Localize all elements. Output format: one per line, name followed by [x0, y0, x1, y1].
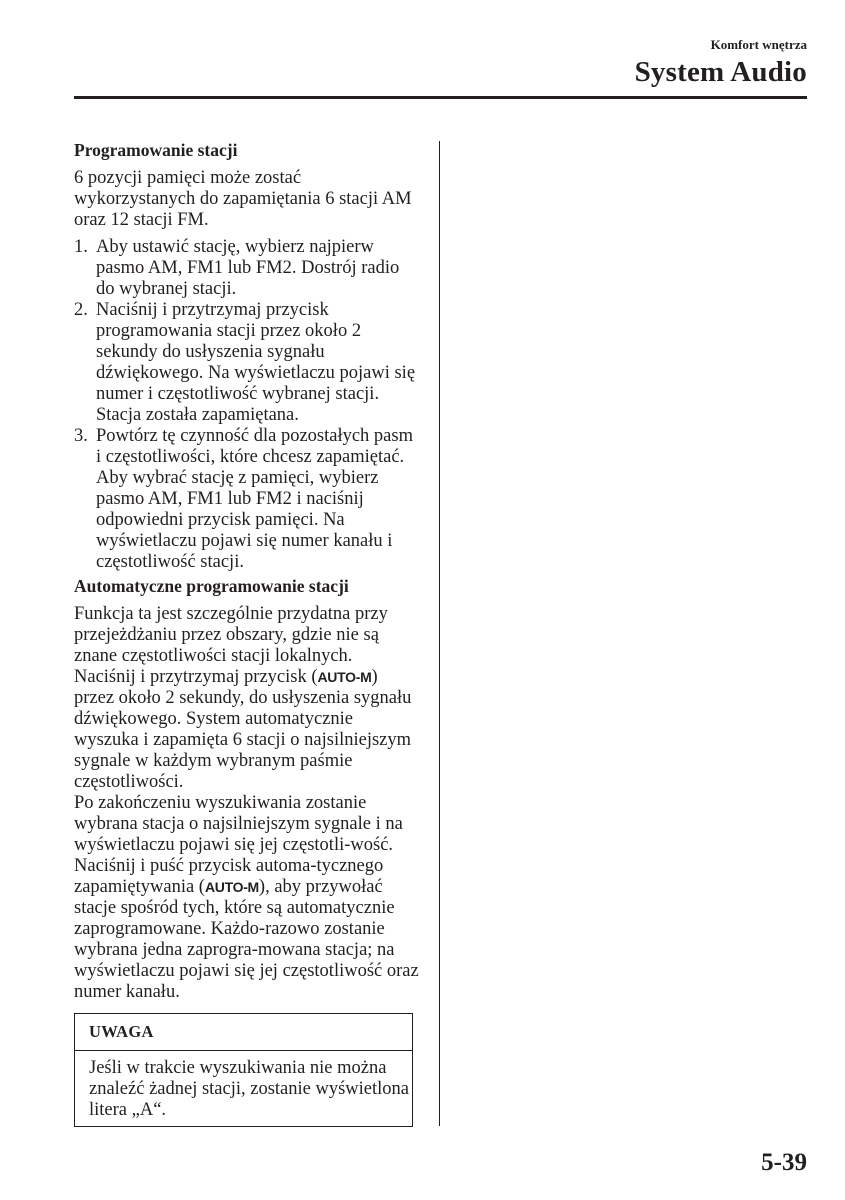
section-label: Komfort wnętrza: [710, 37, 807, 52]
auto-p3-start: Po zakończeniu wyszukiwania zostanie wybrana stacja o najsilniejszym sygnale i na wyświetlaczu pojawi się jej częstotli-wość. Naciśnij i puść przycisk automa-tycznego zapamiętywania (: [74, 793, 403, 897]
main-column: [74, 140, 419, 1003]
chapter-title: System Audio: [634, 56, 807, 88]
auto-p2-start: Naciśnij i przytrzymaj przycisk (: [74, 667, 318, 687]
auto-p1: Funkcja ta jest szczególnie przydatna przy przejeżdżaniu przez obszary, gdzie nie są znane częstotliwości stacji lokalnych.: [74, 604, 388, 666]
page-number: 5-39: [761, 1149, 807, 1176]
note-box: [74, 1013, 413, 1127]
preset-heading: Programowanie stacji: [74, 140, 238, 160]
note-text: Jeśli w trakcie wyszukiwania nie można znaleźć żadnej stacji, zostanie wyświetlona litera „A“.: [89, 1058, 410, 1120]
list-item: [74, 237, 419, 300]
step-number: 1.: [74, 237, 88, 257]
preset-intro: 6 pozycji pamięci może zostać wykorzystanych do zapamiętania 6 stacji AM oraz 12 stacji FM.: [74, 168, 412, 230]
column-divider: [439, 141, 440, 1126]
step-text: Naciśnij i przytrzymaj przycisk programowania stacji przez około 2 sekundy do usłyszenia sygnału dźwiękowego. Na wyświetlaczu pojawi się numer i częstotliwość wybranej stacji. Stacja została zapamiętana.: [96, 300, 416, 425]
list-item: [74, 300, 419, 426]
note-title: UWAGA: [75, 1014, 412, 1051]
auto-p3-end: ), aby przywołać stacje spośród tych, które są automatycznie zaprogramowane. Każdo-razowo zostanie wybrana jedna zaprogra-mowana stacja; na wyświetlaczu pojawi się jej częstotliwość oraz numer kanału.: [74, 877, 419, 1002]
list-item: [74, 426, 419, 573]
step-number: 3.: [74, 426, 88, 446]
preset-steps: [74, 237, 419, 573]
auto-paragraph: [74, 604, 419, 1003]
title-rule: [74, 96, 807, 99]
auto-m-key-label: AUTO-M: [317, 669, 372, 685]
auto-p2-end: ) przez około 2 sekundy, do usłyszenia sygnału dźwiękowego. System automatycznie wyszuka i zapamięta 6 stacji o najsilniejszym sygnale w każdym wybranym paśmie częstotliwości.: [74, 667, 412, 792]
auto-heading: Automatyczne programowanie stacji: [74, 576, 349, 596]
step-text: Powtórz tę czynność dla pozostałych pasm i częstotliwości, które chcesz zapamiętać. Aby wybrać stację z pamięci, wybierz pasmo AM, FM1 lub FM2 i naciśnij odpowiedni przycisk pamięci. Na wyświetlaczu pojawi się numer kanału i częstotliwość stacji.: [96, 426, 413, 572]
auto-m-key-label: AUTO-M: [204, 879, 259, 895]
step-text: Aby ustawić stację, wybierz najpierw pasmo AM, FM1 lub FM2. Dostrój radio do wybranej stacji.: [96, 237, 400, 299]
step-number: 2.: [74, 300, 88, 320]
